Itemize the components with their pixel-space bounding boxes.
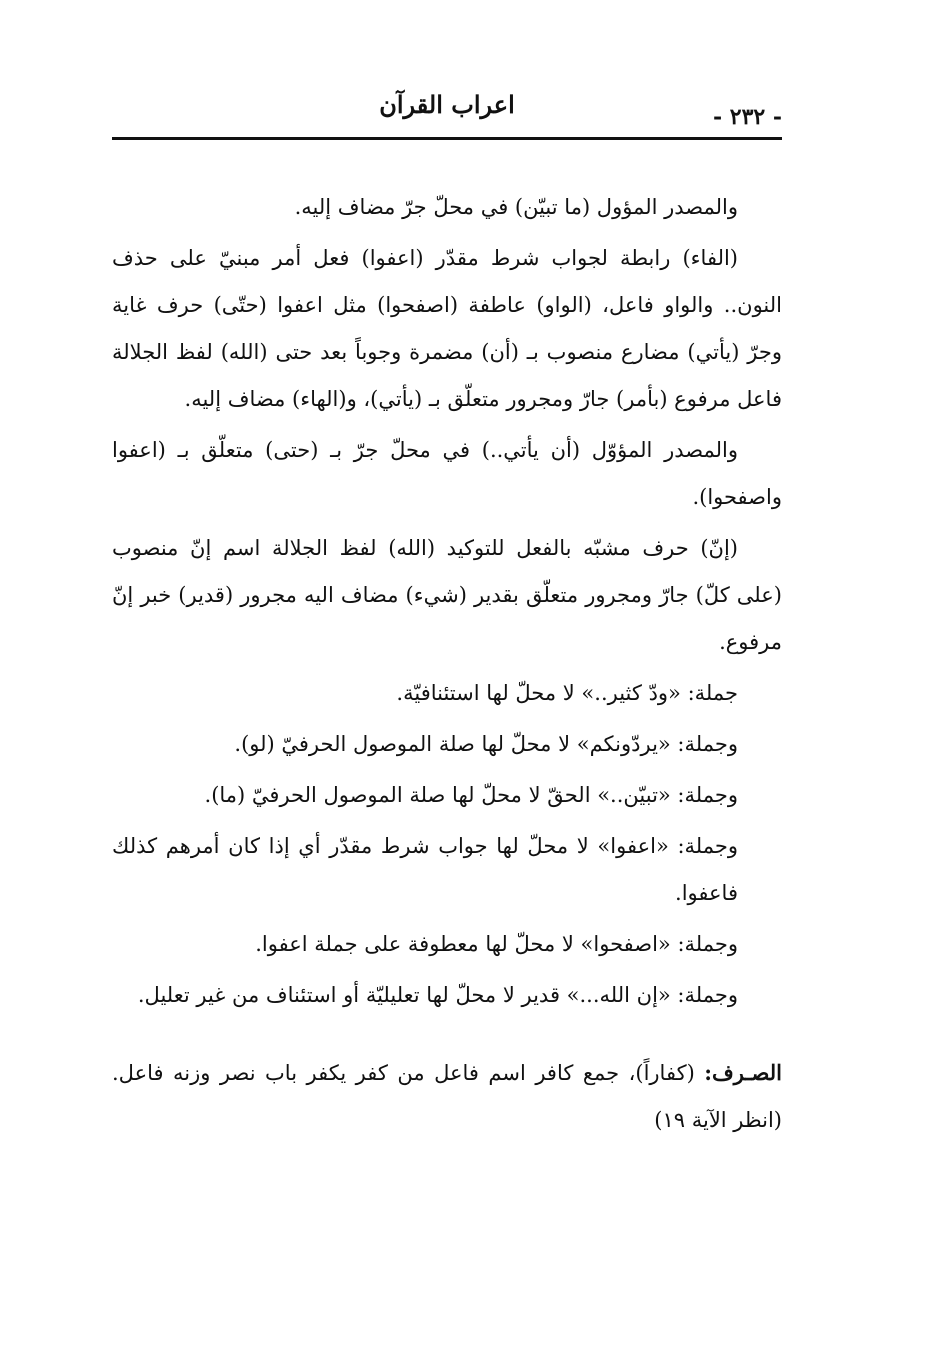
jumla-line-3: وجملة: «تبيّن..» الحقّ لا محلّ لها صلة الموصول الحرفيّ (ما). — [204, 783, 738, 807]
jumla-line-6: وجملة: «إن الله...» قدير لا محلّ لها تعليليّة أو استئناف من غير تعليل. — [137, 983, 738, 1007]
sarf-text: (كفاراً)، جمع كافر اسم فاعل من كفر يكفر باب نصر وزنه فاعل. (انظر الآية ١٩) — [112, 1061, 782, 1132]
page-content — [112, 184, 782, 1148]
jumla-line-5: وجملة: «اصفحوا» لا محلّ لها معطوفة على جملة اعفوا. — [255, 932, 738, 956]
section-gap — [112, 1023, 782, 1049]
page-number: - ٢٣٢ - — [712, 104, 782, 130]
paragraph-fa: (الفاء) رابطة لجواب شرط مقدّر (اعفوا) فعل أمر مبنيّ على حذف النون.. والواو فاعل، (الواو) عاطفة (اصفحوا) مثل اعفوا (حتّى) حرف غاية وجرّ (يأتي) مضارع منصوب بـ (أن) مضمرة وجوباً بعد حتى (الله) لفظ الجلالة فاعل مرفوع (بأمر) جارّ ومجرور متعلّق بـ (يأتي)، و(الهاء) مضاف إليه. — [112, 246, 782, 411]
paragraph-inna: (إنّ) حرف مشبّه بالفعل للتوكيد (الله) لفظ الجلالة اسم إنّ منصوب (على كلّ) جارّ ومجرور متعلّق بقدير (شيء) مضاف اليه مجرور (قدير) خبر إنّ مرفوع. — [112, 536, 782, 654]
sarf-label: الصـرف: — [704, 1060, 782, 1085]
header-rule — [112, 137, 782, 140]
jumla-line-1: جملة: «ودّ كثير..» لا محلّ لها استئنافيّة. — [396, 681, 738, 705]
paragraph-masdar-1: والمصدر المؤول (ما تبيّن) في محلّ جرّ مضاف إليه. — [294, 195, 738, 219]
jumla-line-4: وجملة: «اعفوا» لا محلّ لها جواب شرط مقدّر أي إذا كان أمرهم كذلك فاعفوا. — [112, 834, 738, 905]
paragraph-sarf — [112, 1049, 782, 1144]
page-header — [112, 88, 782, 132]
running-title: اعراب القرآن — [379, 90, 515, 119]
jumla-line-2: وجملة: «يردّونكم» لا محلّ لها صلة الموصول الحرفيّ (لو). — [234, 732, 738, 756]
paragraph-masdar-2: والمصدر المؤوّل (أن يأتي..) في محلّ جرّ بـ (حتى) متعلّق بـ (اعفوا واصفحوا). — [112, 438, 782, 509]
